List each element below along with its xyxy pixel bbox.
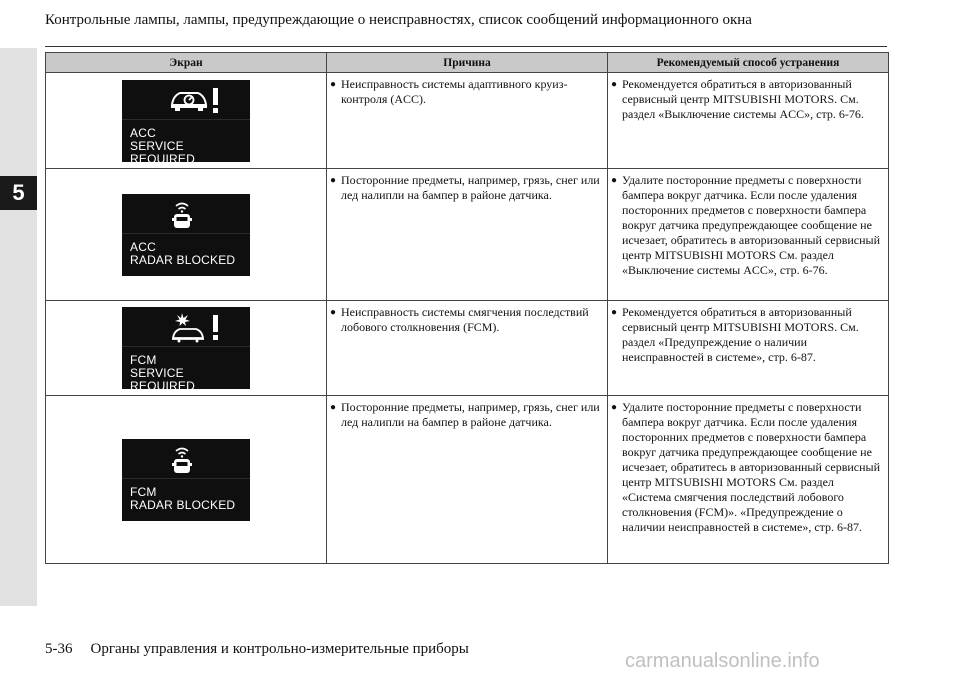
footer-section-title: Органы управления и контрольно-измерительные приборы <box>90 641 469 657</box>
screen-cell <box>46 301 327 396</box>
page-header-title: Контрольные лампы, лампы, предупреждающие о неисправностях, список сообщений информационного окна <box>45 12 752 28</box>
chapter-number: 5 <box>0 176 37 210</box>
display-acc-service-required <box>122 80 250 166</box>
watermark-text: carmanualsonline.info <box>625 650 820 672</box>
fcm-collision-warning-icon <box>168 312 224 344</box>
header-divider <box>45 46 887 47</box>
cause-cell <box>327 301 608 396</box>
remedy-text: ● Рекомендуется обратиться в авторизованный сервисный центр MITSUBISHI MOTORS. См. раздел «Предупреждение о наличии неисправностей в системе», стр. 6-87. <box>622 305 884 365</box>
radar-sensor-car-icon <box>168 199 224 231</box>
cause-text: ● Посторонние предметы, например, грязь, снег или лед налипли на бампер в районе датчика. <box>341 400 603 430</box>
table-row <box>46 73 889 169</box>
cause-cell <box>327 396 608 564</box>
table-row <box>46 396 889 564</box>
chapter-side-tab <box>0 48 37 606</box>
radar-sensor-car-icon <box>168 444 224 476</box>
screen-cell <box>46 396 327 564</box>
display-line2: SERVICE REQUIRED <box>130 366 195 393</box>
column-header-cause: Причина <box>327 53 608 73</box>
display-fcm-radar-blocked <box>122 439 250 521</box>
display-line2: RADAR BLOCKED <box>130 497 236 512</box>
display-line1: FCM <box>130 484 157 499</box>
table-row <box>46 169 889 301</box>
display-line1: ACC <box>130 239 156 254</box>
page-number: 5-36 <box>45 641 73 657</box>
table-row <box>46 301 889 396</box>
remedy-cell <box>608 396 889 564</box>
remedy-cell <box>608 73 889 169</box>
display-acc-radar-blocked <box>122 194 250 276</box>
cause-cell <box>327 73 608 169</box>
display-line2: SERVICE REQUIRED <box>130 138 195 166</box>
acc-car-warning-icon <box>168 85 224 117</box>
remedy-cell <box>608 169 889 301</box>
cause-text: ● Неисправность системы адаптивного круиз-контроля (ACC). <box>341 77 603 107</box>
display-line1: ACC <box>130 125 156 140</box>
table-header-row <box>46 53 889 73</box>
cause-text: ● Посторонние предметы, например, грязь, снег или лед налипли на бампер в районе датчика. <box>341 173 603 203</box>
remedy-text: ● Удалите посторонние предметы с поверхности бампера вокруг датчика. Если после удаления посторонних предметов с поверхности бампера вокруг датчика предупреждающее сообщение не исчезает, обратитесь в авторизованный сервисный центр MITSUBISHI MOTORS См. раздел «Система смягчения последствий лобового столкновения (FCM)». «Предупреждение о наличии неисправностей в системе», стр. 6-87. <box>622 400 884 535</box>
cause-text: ● Неисправность системы смягчения последствий лобового столкновения (FCM). <box>341 305 603 335</box>
remedy-text: ● Удалите посторонние предметы с поверхности бампера вокруг датчика. Если после удаления посторонних предметов с поверхности бампера вокруг датчика предупреждающее сообщение не исчезает, обратитесь в авторизованный сервисный центр MITSUBISHI MOTORS См. раздел «Выключение системы ACC», стр. 6-76. <box>622 173 884 278</box>
display-line1: FCM <box>130 353 157 367</box>
column-header-remedy: Рекомендуемый способ устранения <box>608 53 889 73</box>
message-table <box>45 52 889 564</box>
display-fcm-service-required <box>122 307 250 393</box>
column-header-screen: Экран <box>46 53 327 73</box>
screen-cell <box>46 73 327 169</box>
display-line2: RADAR BLOCKED <box>130 252 236 267</box>
screen-cell <box>46 169 327 301</box>
cause-cell <box>327 169 608 301</box>
remedy-text: ● Рекомендуется обратиться в авторизованный сервисный центр MITSUBISHI MOTORS. См. раздел «Выключение системы ACC», стр. 6-76. <box>622 77 884 122</box>
page-footer <box>45 641 469 658</box>
remedy-cell <box>608 301 889 396</box>
